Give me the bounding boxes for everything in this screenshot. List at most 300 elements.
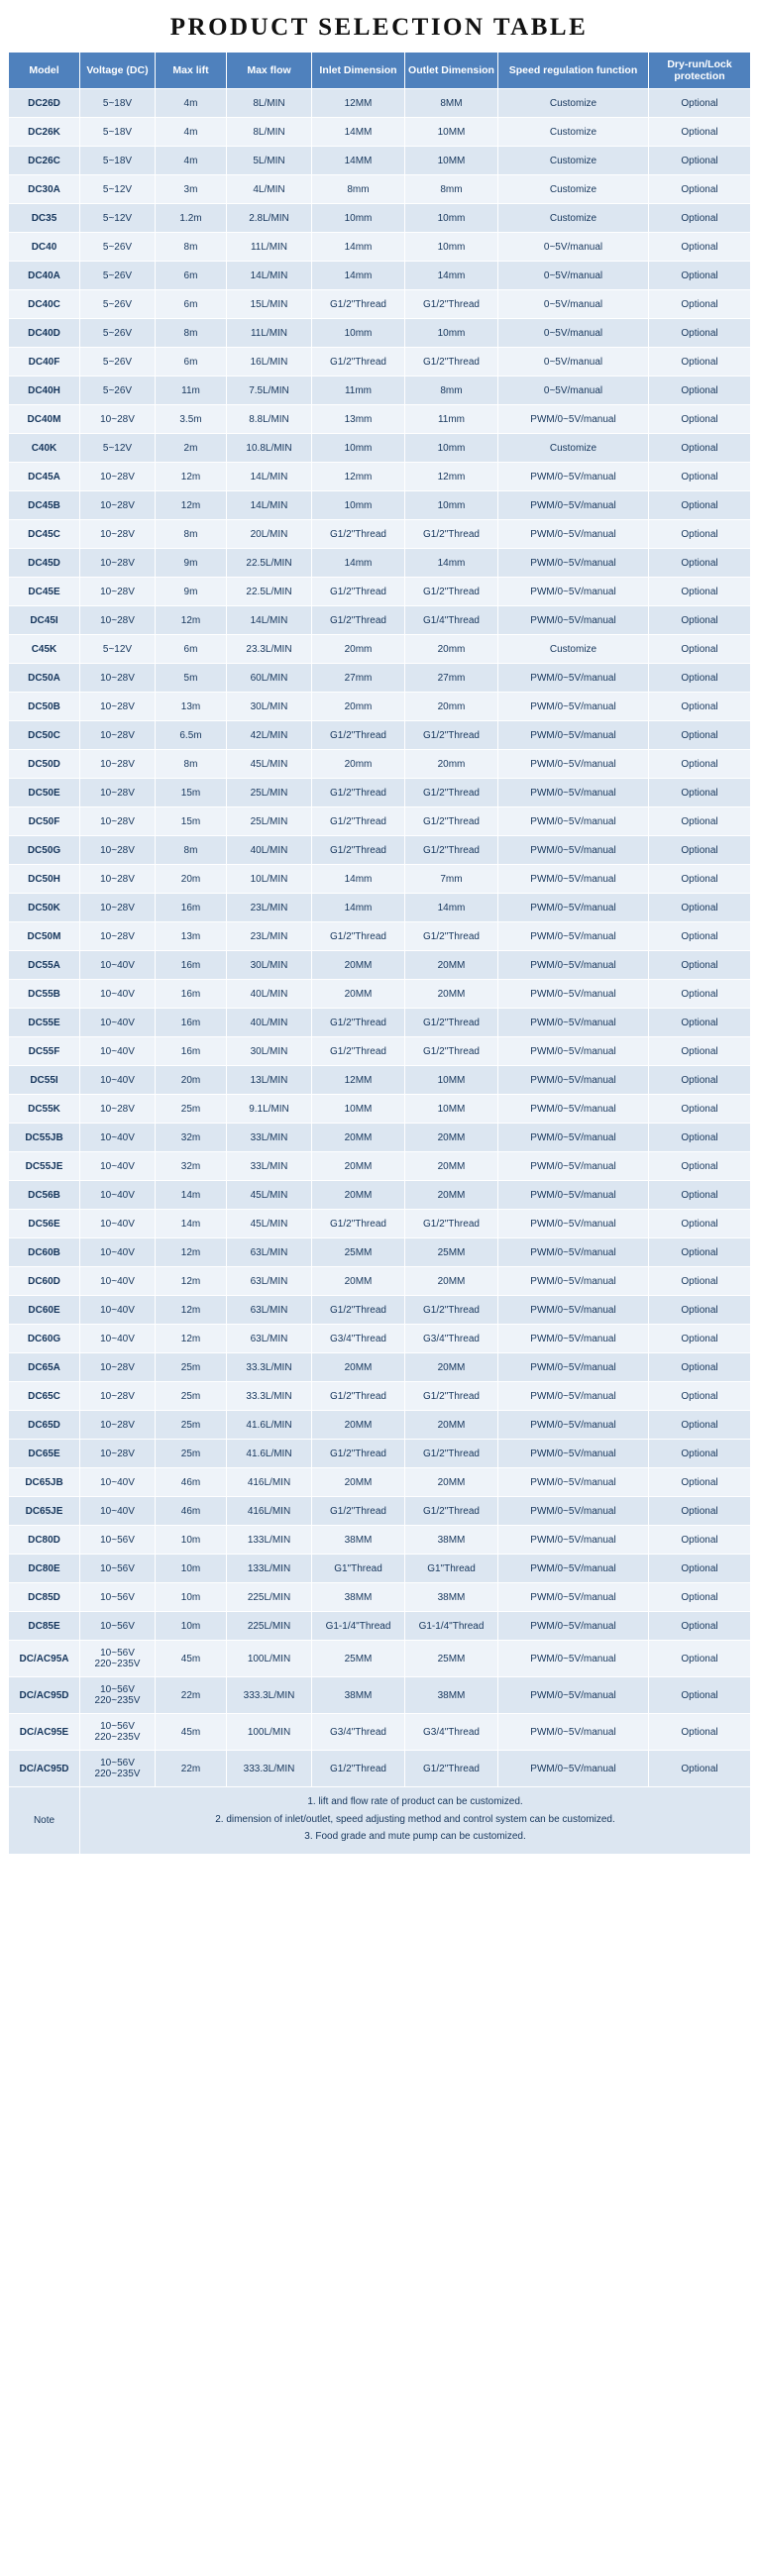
cell-outlet-dimension: 25MM <box>405 1238 498 1267</box>
cell-outlet-dimension: 10mm <box>405 434 498 463</box>
cell-model: DC85E <box>9 1612 80 1641</box>
table-row <box>9 1066 751 1095</box>
cell-inlet-dimension: 20MM <box>312 1267 405 1296</box>
cell-model: DC85D <box>9 1583 80 1612</box>
cell-model: DC56B <box>9 1181 80 1210</box>
cell-inlet-dimension: 20MM <box>312 1181 405 1210</box>
cell-max-flow: 4L/MIN <box>227 175 312 204</box>
cell-outlet-dimension: 10mm <box>405 491 498 520</box>
cell-dry-run-protection: Optional <box>649 434 751 463</box>
table-row <box>9 233 751 262</box>
cell-dry-run-protection: Optional <box>649 721 751 750</box>
cell-inlet-dimension: 20MM <box>312 1124 405 1152</box>
cell-speed-regulation: PWM/0~5V/manual <box>498 836 649 865</box>
cell-voltage: 10~28V <box>80 405 156 434</box>
table-row <box>9 779 751 807</box>
table-header <box>9 53 751 89</box>
cell-dry-run-protection: Optional <box>649 1066 751 1095</box>
cell-max-lift: 3m <box>156 175 227 204</box>
cell-speed-regulation: PWM/0~5V/manual <box>498 865 649 894</box>
cell-dry-run-protection: Optional <box>649 147 751 175</box>
cell-voltage: 10~28V <box>80 549 156 578</box>
cell-max-flow: 7.5L/MIN <box>227 376 312 405</box>
cell-inlet-dimension: G1/2"Thread <box>312 606 405 635</box>
cell-dry-run-protection: Optional <box>649 1641 751 1677</box>
cell-max-flow: 2.8L/MIN <box>227 204 312 233</box>
cell-dry-run-protection: Optional <box>649 319 751 348</box>
cell-model: DC60D <box>9 1267 80 1296</box>
cell-outlet-dimension: 38MM <box>405 1677 498 1714</box>
cell-speed-regulation: PWM/0~5V/manual <box>498 1325 649 1353</box>
cell-speed-regulation: PWM/0~5V/manual <box>498 491 649 520</box>
cell-inlet-dimension: 20mm <box>312 693 405 721</box>
cell-outlet-dimension: 20mm <box>405 750 498 779</box>
cell-dry-run-protection: Optional <box>649 1440 751 1468</box>
cell-outlet-dimension: G1/4"Thread <box>405 606 498 635</box>
table-row <box>9 1583 751 1612</box>
cell-dry-run-protection: Optional <box>649 836 751 865</box>
cell-speed-regulation: PWM/0~5V/manual <box>498 951 649 980</box>
cell-outlet-dimension: 20mm <box>405 693 498 721</box>
cell-dry-run-protection: Optional <box>649 89 751 118</box>
cell-max-flow: 225L/MIN <box>227 1583 312 1612</box>
cell-voltage: 10~28V <box>80 1440 156 1468</box>
cell-dry-run-protection: Optional <box>649 1612 751 1641</box>
cell-outlet-dimension: G1/2"Thread <box>405 1210 498 1238</box>
cell-outlet-dimension: 14mm <box>405 262 498 290</box>
cell-max-lift: 6m <box>156 348 227 376</box>
table-body <box>9 89 751 1787</box>
cell-outlet-dimension: G1/2"Thread <box>405 578 498 606</box>
table-row <box>9 262 751 290</box>
table-row <box>9 865 751 894</box>
cell-dry-run-protection: Optional <box>649 1411 751 1440</box>
cell-max-flow: 8L/MIN <box>227 118 312 147</box>
cell-dry-run-protection: Optional <box>649 1095 751 1124</box>
cell-max-flow: 225L/MIN <box>227 1612 312 1641</box>
cell-voltage: 10~28V <box>80 865 156 894</box>
cell-model: DC55JB <box>9 1124 80 1152</box>
cell-inlet-dimension: 12mm <box>312 463 405 491</box>
cell-max-lift: 25m <box>156 1411 227 1440</box>
cell-max-flow: 11L/MIN <box>227 319 312 348</box>
cell-outlet-dimension: G1/2"Thread <box>405 1440 498 1468</box>
cell-speed-regulation: PWM/0~5V/manual <box>498 578 649 606</box>
column-header-max-lift: Max lift <box>156 53 227 89</box>
cell-max-lift: 1.2m <box>156 204 227 233</box>
cell-max-lift: 22m <box>156 1751 227 1787</box>
cell-max-flow: 41.6L/MIN <box>227 1411 312 1440</box>
cell-dry-run-protection: Optional <box>649 1382 751 1411</box>
cell-dry-run-protection: Optional <box>649 348 751 376</box>
cell-speed-regulation: PWM/0~5V/manual <box>498 520 649 549</box>
cell-max-lift: 6.5m <box>156 721 227 750</box>
table-row <box>9 578 751 606</box>
cell-dry-run-protection: Optional <box>649 1353 751 1382</box>
table-row <box>9 376 751 405</box>
cell-dry-run-protection: Optional <box>649 1714 751 1751</box>
cell-max-lift: 46m <box>156 1468 227 1497</box>
cell-max-lift: 13m <box>156 693 227 721</box>
cell-model: DC45E <box>9 578 80 606</box>
cell-inlet-dimension: 10mm <box>312 319 405 348</box>
cell-voltage: 10~56V <box>80 1583 156 1612</box>
cell-outlet-dimension: 8MM <box>405 89 498 118</box>
cell-voltage: 10~28V <box>80 693 156 721</box>
cell-model: DC35 <box>9 204 80 233</box>
cell-dry-run-protection: Optional <box>649 1751 751 1787</box>
cell-max-flow: 23L/MIN <box>227 922 312 951</box>
cell-max-lift: 12m <box>156 463 227 491</box>
cell-outlet-dimension: G1/2"Thread <box>405 1751 498 1787</box>
cell-speed-regulation: PWM/0~5V/manual <box>498 1353 649 1382</box>
cell-voltage: 10~56V 220~235V <box>80 1714 156 1751</box>
cell-dry-run-protection: Optional <box>649 1677 751 1714</box>
cell-inlet-dimension: 27mm <box>312 664 405 693</box>
cell-outlet-dimension: 14mm <box>405 894 498 922</box>
cell-voltage: 10~28V <box>80 1411 156 1440</box>
cell-outlet-dimension: 14mm <box>405 549 498 578</box>
cell-inlet-dimension: 14mm <box>312 233 405 262</box>
table-row <box>9 1440 751 1468</box>
table-row <box>9 1641 751 1677</box>
cell-inlet-dimension: G1/2"Thread <box>312 1440 405 1468</box>
cell-model: DC55JE <box>9 1152 80 1181</box>
cell-model: DC45A <box>9 463 80 491</box>
cell-max-flow: 9.1L/MIN <box>227 1095 312 1124</box>
cell-model: DC50K <box>9 894 80 922</box>
table-row <box>9 290 751 319</box>
cell-max-flow: 40L/MIN <box>227 980 312 1009</box>
cell-inlet-dimension: G1/2"Thread <box>312 578 405 606</box>
cell-outlet-dimension: G1/2"Thread <box>405 1037 498 1066</box>
cell-inlet-dimension: 14mm <box>312 894 405 922</box>
cell-model: DC26C <box>9 147 80 175</box>
table-row <box>9 1555 751 1583</box>
table-row <box>9 1468 751 1497</box>
cell-model: DC50B <box>9 693 80 721</box>
cell-max-lift: 25m <box>156 1095 227 1124</box>
cell-voltage: 5~18V <box>80 118 156 147</box>
cell-max-lift: 6m <box>156 290 227 319</box>
cell-max-flow: 23L/MIN <box>227 894 312 922</box>
cell-outlet-dimension: G1/2"Thread <box>405 807 498 836</box>
cell-model: DC65E <box>9 1440 80 1468</box>
cell-dry-run-protection: Optional <box>649 1526 751 1555</box>
table-row <box>9 491 751 520</box>
cell-voltage: 10~40V <box>80 1497 156 1526</box>
cell-max-flow: 133L/MIN <box>227 1526 312 1555</box>
cell-voltage: 5~26V <box>80 376 156 405</box>
cell-dry-run-protection: Optional <box>649 750 751 779</box>
cell-max-lift: 8m <box>156 750 227 779</box>
cell-max-flow: 22.5L/MIN <box>227 549 312 578</box>
cell-inlet-dimension: 20MM <box>312 1468 405 1497</box>
cell-voltage: 10~40V <box>80 1296 156 1325</box>
cell-max-flow: 11L/MIN <box>227 233 312 262</box>
cell-inlet-dimension: 38MM <box>312 1583 405 1612</box>
table-row <box>9 807 751 836</box>
cell-model: C40K <box>9 434 80 463</box>
cell-max-flow: 60L/MIN <box>227 664 312 693</box>
cell-outlet-dimension: 20MM <box>405 1124 498 1152</box>
cell-outlet-dimension: 20MM <box>405 980 498 1009</box>
cell-speed-regulation: PWM/0~5V/manual <box>498 1382 649 1411</box>
cell-inlet-dimension: G3/4"Thread <box>312 1714 405 1751</box>
cell-inlet-dimension: 10mm <box>312 434 405 463</box>
cell-max-lift: 11m <box>156 376 227 405</box>
cell-dry-run-protection: Optional <box>649 1152 751 1181</box>
cell-dry-run-protection: Optional <box>649 204 751 233</box>
table-row <box>9 434 751 463</box>
cell-speed-regulation: PWM/0~5V/manual <box>498 1641 649 1677</box>
cell-speed-regulation: PWM/0~5V/manual <box>498 1526 649 1555</box>
table-row <box>9 1181 751 1210</box>
cell-voltage: 10~28V <box>80 721 156 750</box>
cell-dry-run-protection: Optional <box>649 1296 751 1325</box>
cell-outlet-dimension: 10mm <box>405 319 498 348</box>
cell-max-lift: 8m <box>156 836 227 865</box>
cell-speed-regulation: PWM/0~5V/manual <box>498 693 649 721</box>
cell-speed-regulation: PWM/0~5V/manual <box>498 1411 649 1440</box>
cell-max-flow: 22.5L/MIN <box>227 578 312 606</box>
cell-max-flow: 33.3L/MIN <box>227 1353 312 1382</box>
table-row <box>9 1267 751 1296</box>
table-row <box>9 204 751 233</box>
cell-outlet-dimension: 10MM <box>405 118 498 147</box>
cell-model: DC45C <box>9 520 80 549</box>
cell-max-flow: 25L/MIN <box>227 807 312 836</box>
cell-model: DC60B <box>9 1238 80 1267</box>
cell-outlet-dimension: G1/2"Thread <box>405 1497 498 1526</box>
cell-speed-regulation: 0~5V/manual <box>498 348 649 376</box>
table-row <box>9 1238 751 1267</box>
cell-max-lift: 25m <box>156 1382 227 1411</box>
cell-voltage: 10~28V <box>80 463 156 491</box>
cell-dry-run-protection: Optional <box>649 1009 751 1037</box>
cell-inlet-dimension: G1/2"Thread <box>312 1296 405 1325</box>
cell-voltage: 10~56V <box>80 1555 156 1583</box>
table-row <box>9 549 751 578</box>
cell-dry-run-protection: Optional <box>649 980 751 1009</box>
cell-max-flow: 14L/MIN <box>227 606 312 635</box>
cell-speed-regulation: PWM/0~5V/manual <box>498 463 649 491</box>
cell-max-lift: 14m <box>156 1181 227 1210</box>
cell-voltage: 10~56V 220~235V <box>80 1641 156 1677</box>
cell-model: DC40 <box>9 233 80 262</box>
table-row <box>9 175 751 204</box>
cell-inlet-dimension: 25MM <box>312 1641 405 1677</box>
cell-speed-regulation: 0~5V/manual <box>498 319 649 348</box>
cell-inlet-dimension: G1/2"Thread <box>312 348 405 376</box>
cell-max-flow: 45L/MIN <box>227 1210 312 1238</box>
cell-speed-regulation: PWM/0~5V/manual <box>498 1440 649 1468</box>
cell-max-flow: 63L/MIN <box>227 1238 312 1267</box>
cell-max-lift: 6m <box>156 635 227 664</box>
cell-max-flow: 100L/MIN <box>227 1641 312 1677</box>
cell-outlet-dimension: 8mm <box>405 376 498 405</box>
cell-outlet-dimension: 20MM <box>405 1267 498 1296</box>
cell-speed-regulation: Customize <box>498 635 649 664</box>
cell-dry-run-protection: Optional <box>649 606 751 635</box>
cell-dry-run-protection: Optional <box>649 865 751 894</box>
cell-model: DC/AC95E <box>9 1714 80 1751</box>
cell-outlet-dimension: G1/2"Thread <box>405 520 498 549</box>
cell-model: DC40H <box>9 376 80 405</box>
cell-inlet-dimension: 20MM <box>312 1411 405 1440</box>
table-row <box>9 1714 751 1751</box>
table-row <box>9 951 751 980</box>
cell-model: DC40M <box>9 405 80 434</box>
cell-max-lift: 16m <box>156 980 227 1009</box>
cell-inlet-dimension: 12MM <box>312 89 405 118</box>
cell-inlet-dimension: 14MM <box>312 118 405 147</box>
cell-inlet-dimension: G1/2"Thread <box>312 1009 405 1037</box>
cell-dry-run-protection: Optional <box>649 1497 751 1526</box>
cell-voltage: 5~26V <box>80 290 156 319</box>
cell-max-flow: 133L/MIN <box>227 1555 312 1583</box>
cell-max-lift: 12m <box>156 1238 227 1267</box>
cell-speed-regulation: PWM/0~5V/manual <box>498 1267 649 1296</box>
cell-max-flow: 10L/MIN <box>227 865 312 894</box>
column-header-dry-run-protection: Dry-run/Lock protection <box>649 53 751 89</box>
cell-outlet-dimension: 12mm <box>405 463 498 491</box>
cell-inlet-dimension: 20MM <box>312 980 405 1009</box>
table-row <box>9 405 751 434</box>
cell-model: DC56E <box>9 1210 80 1238</box>
cell-outlet-dimension: 7mm <box>405 865 498 894</box>
cell-max-flow: 33L/MIN <box>227 1124 312 1152</box>
cell-speed-regulation: Customize <box>498 175 649 204</box>
column-header-speed-regulation: Speed regulation function <box>498 53 649 89</box>
cell-model: DC40C <box>9 290 80 319</box>
cell-model: DC65D <box>9 1411 80 1440</box>
cell-voltage: 5~12V <box>80 204 156 233</box>
cell-model: DC50F <box>9 807 80 836</box>
column-header-model: Model <box>9 53 80 89</box>
cell-dry-run-protection: Optional <box>649 1468 751 1497</box>
cell-speed-regulation: Customize <box>498 89 649 118</box>
cell-model: C45K <box>9 635 80 664</box>
cell-max-flow: 45L/MIN <box>227 750 312 779</box>
cell-max-lift: 16m <box>156 894 227 922</box>
cell-max-flow: 42L/MIN <box>227 721 312 750</box>
cell-dry-run-protection: Optional <box>649 463 751 491</box>
cell-voltage: 10~40V <box>80 1181 156 1210</box>
cell-voltage: 5~12V <box>80 175 156 204</box>
cell-dry-run-protection: Optional <box>649 1037 751 1066</box>
cell-outlet-dimension: 20MM <box>405 1468 498 1497</box>
note-content <box>80 1787 751 1855</box>
cell-speed-regulation: 0~5V/manual <box>498 290 649 319</box>
cell-outlet-dimension: 27mm <box>405 664 498 693</box>
cell-voltage: 10~28V <box>80 807 156 836</box>
cell-speed-regulation: PWM/0~5V/manual <box>498 980 649 1009</box>
cell-outlet-dimension: 10mm <box>405 204 498 233</box>
cell-dry-run-protection: Optional <box>649 118 751 147</box>
cell-max-lift: 15m <box>156 779 227 807</box>
cell-inlet-dimension: G1/2"Thread <box>312 807 405 836</box>
cell-speed-regulation: PWM/0~5V/manual <box>498 1751 649 1787</box>
cell-dry-run-protection: Optional <box>649 635 751 664</box>
cell-outlet-dimension: 10MM <box>405 1095 498 1124</box>
cell-model: DC60G <box>9 1325 80 1353</box>
cell-voltage: 5~26V <box>80 319 156 348</box>
cell-speed-regulation: 0~5V/manual <box>498 262 649 290</box>
cell-inlet-dimension: 12MM <box>312 1066 405 1095</box>
cell-inlet-dimension: G1/2"Thread <box>312 1037 405 1066</box>
cell-voltage: 10~28V <box>80 1095 156 1124</box>
cell-speed-regulation: PWM/0~5V/manual <box>498 1124 649 1152</box>
note-line: 2. dimension of inlet/outlet, speed adjusting method and control system can be customized. <box>215 1813 615 1825</box>
table-row <box>9 89 751 118</box>
cell-outlet-dimension: G3/4"Thread <box>405 1325 498 1353</box>
table-row <box>9 147 751 175</box>
cell-dry-run-protection: Optional <box>649 1238 751 1267</box>
cell-speed-regulation: PWM/0~5V/manual <box>498 1066 649 1095</box>
cell-speed-regulation: PWM/0~5V/manual <box>498 664 649 693</box>
cell-voltage: 10~28V <box>80 779 156 807</box>
cell-max-lift: 6m <box>156 262 227 290</box>
cell-outlet-dimension: G1/2"Thread <box>405 290 498 319</box>
cell-inlet-dimension: 20MM <box>312 1152 405 1181</box>
cell-speed-regulation: PWM/0~5V/manual <box>498 1095 649 1124</box>
cell-speed-regulation: Customize <box>498 118 649 147</box>
cell-speed-regulation: Customize <box>498 434 649 463</box>
cell-voltage: 10~28V <box>80 1382 156 1411</box>
cell-speed-regulation: PWM/0~5V/manual <box>498 1152 649 1181</box>
table-row <box>9 1526 751 1555</box>
cell-max-lift: 8m <box>156 319 227 348</box>
cell-model: DC55I <box>9 1066 80 1095</box>
cell-outlet-dimension: 20MM <box>405 951 498 980</box>
cell-outlet-dimension: G1/2"Thread <box>405 922 498 951</box>
cell-model: DC55A <box>9 951 80 980</box>
cell-inlet-dimension: 25MM <box>312 1238 405 1267</box>
cell-model: DC50H <box>9 865 80 894</box>
cell-outlet-dimension: 20MM <box>405 1181 498 1210</box>
cell-voltage: 10~40V <box>80 1066 156 1095</box>
cell-dry-run-protection: Optional <box>649 376 751 405</box>
cell-inlet-dimension: G1/2"Thread <box>312 290 405 319</box>
table-row <box>9 894 751 922</box>
cell-max-flow: 13L/MIN <box>227 1066 312 1095</box>
cell-speed-regulation: PWM/0~5V/manual <box>498 1037 649 1066</box>
cell-voltage: 5~12V <box>80 635 156 664</box>
cell-max-lift: 16m <box>156 1009 227 1037</box>
cell-voltage: 10~40V <box>80 1210 156 1238</box>
cell-dry-run-protection: Optional <box>649 1267 751 1296</box>
cell-model: DC50M <box>9 922 80 951</box>
table-row <box>9 1612 751 1641</box>
cell-inlet-dimension: G1/2"Thread <box>312 1210 405 1238</box>
cell-voltage: 10~40V <box>80 1124 156 1152</box>
table-row <box>9 1095 751 1124</box>
table-row <box>9 463 751 491</box>
table-row <box>9 1353 751 1382</box>
table-row <box>9 721 751 750</box>
cell-max-lift: 12m <box>156 1325 227 1353</box>
cell-max-flow: 416L/MIN <box>227 1497 312 1526</box>
cell-dry-run-protection: Optional <box>649 233 751 262</box>
table-row <box>9 922 751 951</box>
cell-speed-regulation: PWM/0~5V/manual <box>498 1555 649 1583</box>
cell-max-lift: 25m <box>156 1353 227 1382</box>
cell-dry-run-protection: Optional <box>649 1124 751 1152</box>
table-row <box>9 1411 751 1440</box>
cell-model: DC50G <box>9 836 80 865</box>
cell-speed-regulation: PWM/0~5V/manual <box>498 779 649 807</box>
